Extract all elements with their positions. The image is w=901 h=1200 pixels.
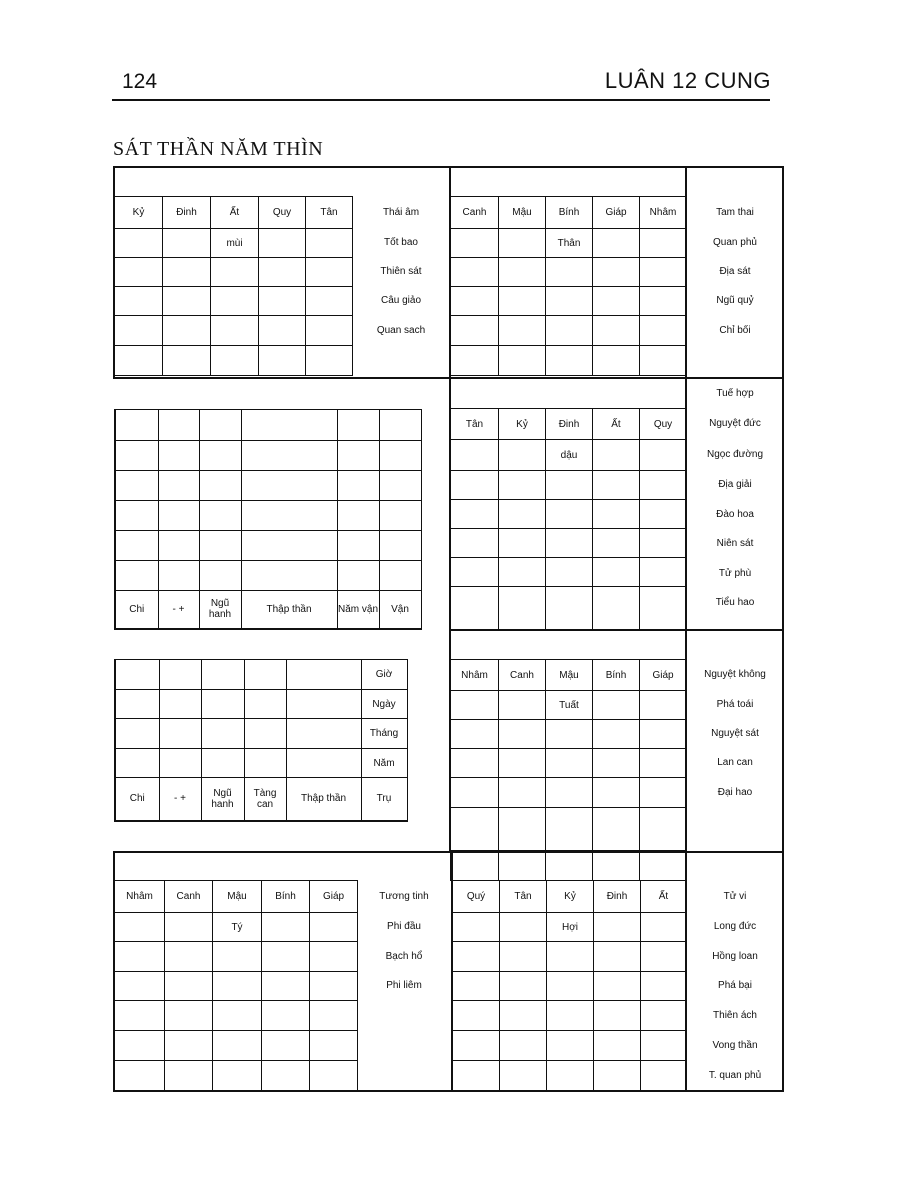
br-cell <box>453 913 500 942</box>
grid-bottom-right <box>452 880 687 1091</box>
mr-header-cell: Tân <box>451 409 499 440</box>
ll-pillar-label: Tháng <box>361 719 407 749</box>
tr-cell: Thân <box>546 229 593 258</box>
ll-pillar-label: Ngày <box>361 690 407 719</box>
star-label: Bạch hổ <box>385 950 423 962</box>
star-label: Phá toái <box>716 699 754 710</box>
star-label: Tiểu hao <box>715 597 755 608</box>
bl-star-list <box>358 880 450 1000</box>
mr-header-cell: Quy <box>640 409 687 440</box>
lr-cell <box>593 691 640 720</box>
star-label: Ngọc đường <box>706 449 764 460</box>
grid-lower-right <box>450 659 687 881</box>
mr-cell <box>593 440 640 471</box>
star-label: Tương tinh <box>379 890 429 902</box>
tr-cell <box>593 229 640 258</box>
ll-pillar-label: Giờ <box>361 660 407 690</box>
star-label: Quan sach <box>376 324 426 336</box>
br-star-list <box>687 880 783 1090</box>
star-label: Tử phù <box>718 567 752 579</box>
star-label: Thái âm <box>382 206 420 218</box>
bl-cell <box>262 913 310 942</box>
star-label: Địa sát <box>719 266 751 277</box>
tl-cell: mùi <box>211 229 259 258</box>
mr-header-cell: Đinh <box>546 409 593 440</box>
grid-top-left <box>114 196 353 376</box>
star-label: Nguyệt không <box>704 669 766 680</box>
lr-header-cell: Nhâm <box>451 660 499 691</box>
star-label: Nguyệt đức <box>709 418 761 429</box>
star-label: T. quan phủ <box>708 1069 762 1081</box>
mr-cell <box>451 440 499 471</box>
grid-bottom-left <box>114 880 358 1091</box>
tr-cell <box>499 229 546 258</box>
tr-header-cell: Nhâm <box>640 197 687 229</box>
star-label: Nguyệt sát <box>711 728 759 739</box>
ml-footer-cell: Vận <box>379 591 421 629</box>
star-label: Thiên sát <box>380 266 422 277</box>
grid-middle-left <box>114 409 422 630</box>
mr-header-cell: Kỷ <box>499 409 546 440</box>
lr-star-list <box>687 659 783 807</box>
ml-footer-cell: Năm vận <box>337 591 379 629</box>
ll-footer-cell: Thập thần <box>286 778 361 821</box>
star-label: Tử vi <box>723 890 747 902</box>
ml-footer-cell: Thập thần <box>241 591 337 629</box>
star-label: Quan phủ <box>713 237 757 248</box>
tr-cell <box>451 229 499 258</box>
br-header-cell: Tân <box>500 881 547 913</box>
tr-cell <box>640 229 687 258</box>
star-label: Câu giảo <box>380 295 422 306</box>
star-label: Phi liêm <box>386 980 422 991</box>
br-cell: Hợi <box>547 913 594 942</box>
lr-cell <box>499 691 546 720</box>
star-label: Ngũ quỷ <box>716 295 754 306</box>
star-label: Địa giải <box>718 479 752 490</box>
bl-cell <box>165 913 213 942</box>
tr-star-list <box>687 196 783 345</box>
ml-footer-cell: Chi <box>115 591 158 629</box>
tr-header-cell: Canh <box>451 197 499 229</box>
ll-footer-cell: Trụ <box>361 778 407 821</box>
br-header-cell: Đinh <box>594 881 641 913</box>
lr-cell: Tuất <box>546 691 593 720</box>
section-title: SÁT THẦN NĂM THÌN <box>113 138 324 160</box>
lr-header-cell: Canh <box>499 660 546 691</box>
page-number: 124 <box>122 70 158 93</box>
star-label: Hồng loan <box>712 950 758 962</box>
tl-header-cell: Đinh <box>163 197 211 229</box>
lr-header-cell: Mậu <box>546 660 593 691</box>
mr-cell <box>499 440 546 471</box>
tl-cell <box>163 229 211 258</box>
star-label: Chỉ bối <box>719 324 751 336</box>
star-label: Tuế hợp <box>716 388 754 399</box>
mr-star-list <box>687 379 783 617</box>
lr-header-cell: Giáp <box>640 660 687 691</box>
bl-cell <box>310 913 358 942</box>
star-label: Phi đầu <box>387 921 421 932</box>
star-label: Thiên ách <box>713 1009 757 1021</box>
star-label: Phá bại <box>718 980 752 991</box>
tl-header-cell: Ất <box>211 197 259 229</box>
tl-cell <box>306 229 353 258</box>
ml-footer-cell: Ngũ hanh <box>199 591 241 629</box>
star-label: Long đức <box>713 921 757 932</box>
ml-footer-cell: - + <box>158 591 199 629</box>
tr-header-cell: Bính <box>546 197 593 229</box>
bl-cell <box>115 913 165 942</box>
tr-header-cell: Mậu <box>499 197 546 229</box>
ll-footer-cell: Tàng can <box>244 778 286 821</box>
br-header-cell: Ất <box>641 881 687 913</box>
br-cell <box>641 913 687 942</box>
ll-footer-cell: - + <box>159 778 201 821</box>
tl-header-cell: Kỷ <box>115 197 163 229</box>
br-header-cell: Kỷ <box>547 881 594 913</box>
star-label: Đại hao <box>717 786 753 798</box>
grid-lower-left <box>114 659 408 822</box>
bl-cell: Tý <box>213 913 262 942</box>
header-rule <box>112 99 770 101</box>
lr-header-cell: Bính <box>593 660 640 691</box>
tl-cell <box>115 229 163 258</box>
bl-header-cell: Canh <box>165 881 213 913</box>
mr-cell: dậu <box>546 440 593 471</box>
bl-header-cell: Mậu <box>213 881 262 913</box>
ll-pillar-label: Năm <box>361 749 407 778</box>
tl-header-cell: Tân <box>306 197 353 229</box>
star-label: Vong thần <box>712 1039 758 1051</box>
lr-cell <box>451 691 499 720</box>
tl-star-list <box>354 196 448 345</box>
br-cell <box>500 913 547 942</box>
page-header-title: LUÂN 12 CUNG <box>604 68 771 93</box>
star-label: Lan can <box>717 757 753 768</box>
grid-middle-right <box>450 408 687 630</box>
mr-cell <box>640 440 687 471</box>
tr-header-cell: Giáp <box>593 197 640 229</box>
star-label: Tốt bao <box>384 237 418 248</box>
grid-top-right <box>450 196 687 376</box>
tl-cell <box>259 229 306 258</box>
bl-header-cell: Bính <box>262 881 310 913</box>
mr-header-cell: Ất <box>593 409 640 440</box>
ll-footer-cell: Ngũ hanh <box>201 778 244 821</box>
bl-header-cell: Giáp <box>310 881 358 913</box>
br-header-cell: Quý <box>453 881 500 913</box>
lr-cell <box>640 691 687 720</box>
star-label: Niên sát <box>716 538 754 549</box>
bl-header-cell: Nhâm <box>115 881 165 913</box>
ll-footer-cell: Chi <box>115 778 159 821</box>
star-label: Tam thai <box>716 206 754 218</box>
star-label: Đào hoa <box>716 508 754 520</box>
br-cell <box>594 913 641 942</box>
tl-header-cell: Quy <box>259 197 306 229</box>
